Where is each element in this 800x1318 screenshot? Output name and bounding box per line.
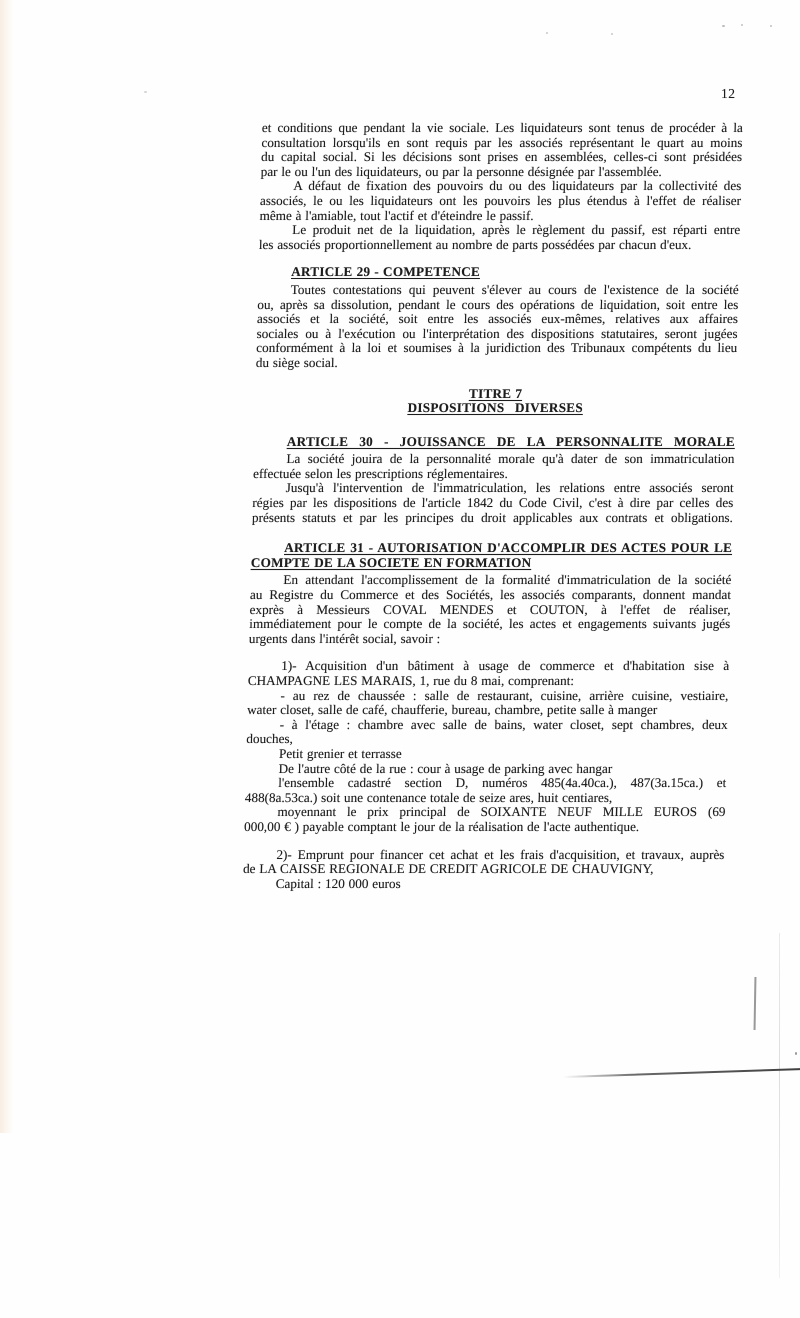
paragraph <box>253 452 735 481</box>
scan-scratch-faint <box>779 933 780 1278</box>
text-line: La société jouira de la personnalité morale qu'à dater de son immatriculation <box>286 451 735 467</box>
scan-speck <box>722 25 725 27</box>
text-line: par le ou l'un des liquidateurs, ou par la personne désignée par l'assemblée. <box>260 163 663 179</box>
text-line: Le produit net de la liquidation, après le règlement du passif, est réparti entre <box>292 222 741 238</box>
text-line: au Registre du Commerce et des Sociétés, les associés comparants, donnent mandat <box>249 587 732 603</box>
scan-speck <box>741 24 743 26</box>
text-line: 2)- Emprunt pour financer cet achat et les frais d'acquisition, et travaux, auprès <box>276 846 725 862</box>
scan-speck <box>144 91 147 93</box>
text-line: immédiatement pour le compte de la société, les actes et engagements suivants jugés <box>249 616 731 632</box>
text-line: du siège social. <box>255 354 339 370</box>
text-line: ARTICLE 29 - COMPETENCE <box>290 264 481 280</box>
text-line: ARTICLE 31 - AUTORISATION D'ACCOMPLIR DES ACTES POUR LE <box>284 540 733 556</box>
text-line: En attendant l'accomplissement de la formalité d'immatriculation de la société <box>283 572 732 588</box>
text-line: associés et la société, soit entre les associés eux-mêmes, relatives aux affaires <box>256 311 739 327</box>
text-line: 1)- Acquisition d'un bâtiment à usage de commerce et d'habitation sise à <box>281 658 730 674</box>
text-line: water closet, salle de café, chaufferie, bureau, chambre, petite salle à manger <box>246 702 658 718</box>
text-line: consultation lorsqu'ils en sont requis par les associés représentant le quart au moins <box>261 134 743 150</box>
text-line: urgents dans l'intérêt social, savoir : <box>248 630 441 646</box>
article-heading <box>254 435 735 450</box>
text-line: conformément à la loi et soumises à la juridiction des Tribunaux compétents du lieu <box>256 340 738 356</box>
text-line: effectuée selon les prescriptions réglementaires. <box>252 465 509 481</box>
paragraph <box>244 659 729 834</box>
text-line: même à l'amiable, tout l'actif et d'éteindre le passif. <box>259 207 534 223</box>
text-line: régies par les dispositions de l'article 1842 du Code Civil, c'est à dire par celles des <box>252 495 734 511</box>
page-number: 12 <box>721 86 736 101</box>
scan-speck <box>770 25 772 27</box>
text-line: 000,00 € ) payable comptant le jour de la réalisation de l'acte authentique. <box>243 818 640 834</box>
paragraph <box>259 179 741 223</box>
scan-speck <box>546 32 548 34</box>
text-line: les associés proportionnellement au nombre de parts possédées par chacun d'eux. <box>258 236 692 252</box>
text-line: Jusqu'à l'intervention de l'immatriculation, les relations entre associés seront <box>285 480 734 496</box>
paragraph <box>249 573 732 646</box>
scan-speck <box>611 33 613 35</box>
text-line: ARTICLE 30 - JOUISSANCE DE LA PERSONNALITE MORALE <box>286 433 736 449</box>
scan-scratch-dark <box>754 977 757 1030</box>
text-line: présents statuts et par les principes du droit applicables aux contrats et obligations. <box>251 509 734 525</box>
text-line: - au rez de chaussée : salle de restaurant, cuisine, arrière cuisine, vestiaire, <box>280 687 729 703</box>
text-line: DISPOSITIONS DIVERSES <box>407 400 584 416</box>
text-line: et conditions que pendant la vie sociale. Les liquidateurs sont tenus de procéder à la <box>261 120 744 135</box>
text-line: Capital : 120 000 euros <box>275 875 401 891</box>
text-line: exprès à Messieurs COVAL MENDES et COUTON, à l'effet de réaliser, <box>249 601 731 617</box>
text-line: CHAMPAGNE LES MARAIS, 1, rue du 8 mai, comprenant: <box>247 673 575 688</box>
scan-speck <box>795 1052 797 1055</box>
text-line: l'ensemble cadastré section D, numéros 485(4a.40ca.), 487(3a.15ca.) et <box>278 775 727 791</box>
document-blocks <box>243 121 743 891</box>
text-line: douches, <box>246 731 294 747</box>
text-line: 488(8a.53ca.) soit une contenance totale de seize ares, huit centiares, <box>244 789 613 805</box>
text-line: Toutes contestations qui peuvent s'élever au cours de l'existence de la société <box>290 281 739 297</box>
title-heading <box>255 401 736 416</box>
article-heading <box>251 541 733 570</box>
text-line: Petit grenier et terrasse <box>278 745 402 761</box>
document-body <box>243 121 743 891</box>
text-line: de LA CAISSE REGIONALE DE CREDIT AGRICOLE DE CHAUVIGNY, <box>242 861 654 877</box>
text-line: A défaut de fixation des pouvoirs du ou des liquidateurs par la collectivité des <box>293 178 742 194</box>
scanner-edge-strip <box>0 0 13 1133</box>
paper-edge-shadow-line <box>563 1068 800 1078</box>
text-line: ou, après sa dissolution, pendant le cours des opérations de liquidation, soit entre les <box>257 296 739 312</box>
paragraph <box>259 223 741 252</box>
text-line: moyennant le prix principal de SOIXANTE NEUF MILLE EUROS (69 <box>277 804 726 820</box>
text-line: TITRE 7 <box>468 385 523 401</box>
text-line: De l'autre côté de la rue : cour à usage de parking avec hangar <box>278 760 613 776</box>
text-line: COMPTE DE LA SOCIETE EN FORMATION <box>250 554 532 570</box>
article-heading <box>258 265 739 280</box>
text-line: sociales ou à l'exécution ou l'interprétation des dispositions statutaires, seront jugées <box>256 325 738 341</box>
title-heading <box>255 387 736 402</box>
paragraph <box>252 481 734 525</box>
paragraph <box>261 121 743 179</box>
paragraph <box>256 283 739 371</box>
text-line: associés, le ou les liquidateurs ont les pouvoirs les plus étendus à l'effet de réaliser <box>259 192 742 208</box>
text-line: - à l'étage : chambre avec salle de bains, water closet, sept chambres, deux <box>279 716 728 732</box>
paragraph <box>243 848 725 892</box>
text-line: du capital social. Si les décisions sont prises en assemblées, celles-ci sont présidées <box>260 149 743 165</box>
